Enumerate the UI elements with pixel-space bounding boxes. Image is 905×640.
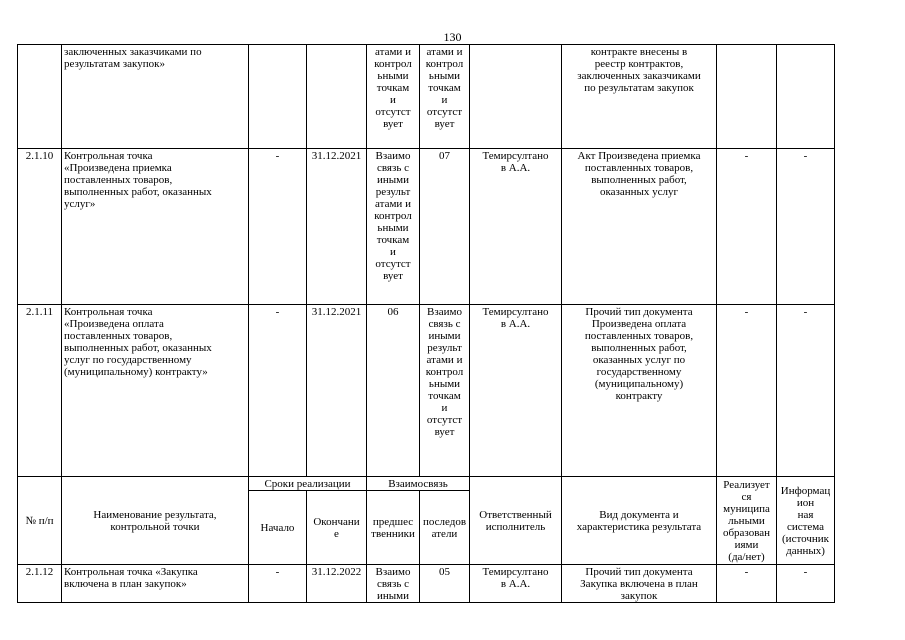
table-row	[18, 45, 835, 149]
start-date-cell: -	[249, 305, 307, 477]
table-row	[18, 305, 835, 477]
predecessors-cell: 06	[367, 305, 420, 477]
row-number-cell: 2.1.10	[18, 149, 62, 305]
header-responsible: Ответственный исполнитель	[470, 477, 562, 565]
info-system-cell: -	[777, 149, 835, 305]
start-date-cell: -	[249, 565, 307, 603]
result-name-cell: Контрольная точка «Произведена оплата поставленных товаров, выполненных работ, оказанных услуг по государственному (муниципальному) контракту»	[62, 305, 249, 477]
end-date-cell: 31.12.2021	[307, 149, 367, 305]
row-number-cell: 2.1.11	[18, 305, 62, 477]
responsible-cell: Темирсултано в А.А.	[470, 149, 562, 305]
end-date-cell: 31.12.2021	[307, 305, 367, 477]
info-system-cell: -	[777, 305, 835, 477]
predecessors-cell: Взаимо связь с иными результ атами и контрол ьными точкам и отсутст вует	[367, 149, 420, 305]
header-relation: Взаимосвязь	[367, 477, 470, 491]
table-row	[18, 565, 835, 603]
header-result-name: Наименование результата, контрольной точки	[62, 477, 249, 565]
row-number-cell: 2.1.12	[18, 565, 62, 603]
document-type-cell: Прочий тип документа Произведена оплата поставленных товаров, выполненных работ, оказанных услуг по государственному (муниципальному) контракту	[562, 305, 717, 477]
successors-cell: 07	[420, 149, 470, 305]
implemented-cell	[717, 45, 777, 149]
row-number-cell	[18, 45, 62, 149]
header-start: Начало	[249, 491, 307, 565]
predecessors-cell: атами и контрол ьными точкам и отсутст вует	[367, 45, 420, 149]
header-predecessors: предшес твенники	[367, 491, 420, 565]
info-system-cell	[777, 45, 835, 149]
header-successors: последов атели	[420, 491, 470, 565]
end-date-cell	[307, 45, 367, 149]
implemented-cell: -	[717, 565, 777, 603]
header-implemented: Реализует ся муниципа льными образован иями (да/нет)	[717, 477, 777, 565]
responsible-cell: Темирсултано в А.А.	[470, 305, 562, 477]
document-type-cell: Прочий тип документа Закупка включена в план закупок	[562, 565, 717, 603]
header-document-type: Вид документа и характеристика результата	[562, 477, 717, 565]
end-date-cell: 31.12.2022	[307, 565, 367, 603]
implemented-cell: -	[717, 305, 777, 477]
start-date-cell	[249, 45, 307, 149]
document-type-cell: Акт Произведена приемка поставленных товаров, выполненных работ, оказанных услуг	[562, 149, 717, 305]
page-number: 130	[443, 30, 462, 44]
info-system-cell: -	[777, 565, 835, 603]
result-name-cell: Контрольная точка «Произведена приемка поставленных товаров, выполненных работ, оказанных услуг»	[62, 149, 249, 305]
result-name-cell: заключенных заказчиками по результатам закупок»	[62, 45, 249, 149]
header-number: № п/п	[18, 477, 62, 565]
header-info-system: Информацион ная система (источник данных)	[777, 477, 835, 565]
start-date-cell: -	[249, 149, 307, 305]
successors-cell: Взаимо связь с иными результ атами и контрол ьными точкам и отсутст вует	[420, 305, 470, 477]
header-deadlines: Сроки реализации	[249, 477, 367, 491]
implemented-cell: -	[717, 149, 777, 305]
header-row	[18, 477, 835, 491]
responsible-cell	[470, 45, 562, 149]
results-table	[17, 44, 835, 603]
header-end: Окончани е	[307, 491, 367, 565]
result-name-cell: Контрольная точка «Закупка включена в план закупок»	[62, 565, 249, 603]
predecessors-cell: Взаимо связь с иными	[367, 565, 420, 603]
document-type-cell: контракте внесены в реестр контрактов, заключенных заказчиками по результатам закупок	[562, 45, 717, 149]
table-row	[18, 149, 835, 305]
successors-cell: атами и контрол ьными точкам и отсутст вует	[420, 45, 470, 149]
successors-cell: 05	[420, 565, 470, 603]
responsible-cell: Темирсултано в А.А.	[470, 565, 562, 603]
